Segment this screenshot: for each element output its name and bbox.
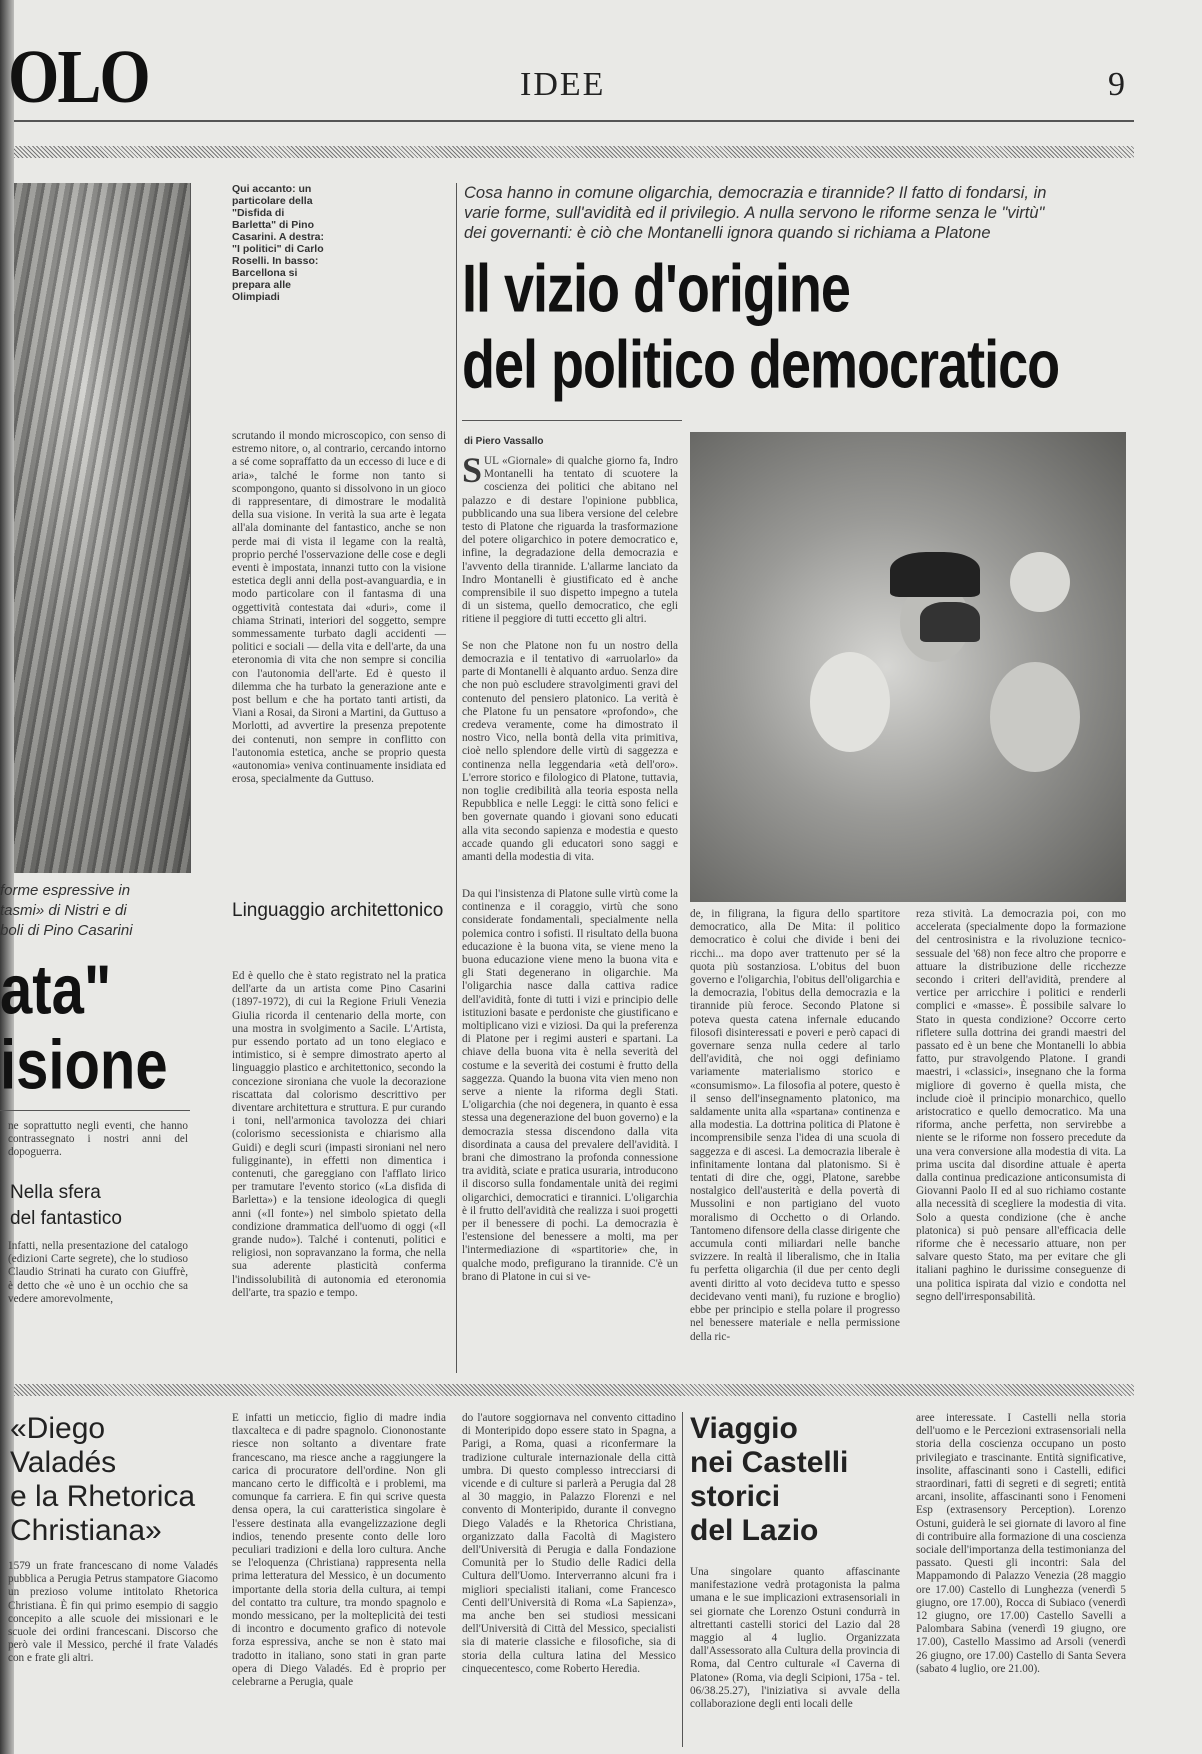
far-left-italic-2: tasmi» di Nistri e di	[0, 902, 127, 919]
byline: di Piero Vassallo	[464, 436, 544, 447]
bottom-left-text: 1579 un frate francescano di nome Valadés pubblica a Perugia Petrus stampatore Giacomo un prezioso volume intitolato Rhetorica Christiana. È fin qui primo esempio di saggio concepito a alle scuole dei missionari e le scuole dei ordini francescani. Discorso che però vale il Messico, perché il frate Valadés con e frate gli altri.	[8, 1560, 218, 1665]
dropcap: S	[462, 455, 483, 490]
main-article-col-1b-text: Se non che Platone non fu un nostro della democrazia e il tentativo di «arruolarlo» da parte di Montanelli è alquanto arduo. Senza dire che non può escludere stravolgimenti gravi del contenuto del pensiero platonico. La verità è che Platone fu un pensatore «profondo», che credeva veramente, come ha dimostrato il nostro Vico, nella bontà della vita primitiva, cioè nello splendore delle virtù di saggezza e continenza nella leggendaria «età dell'oro». L'errore storico e filologico di Platone, tuttavia, non toglie credibilità alla teoria esposta nella Repubblica e nelle Leggi: le città sono felici e ben governate quando i giovani sono educati alla vita secondo sapienza e modestia e questo accade quando gli educatori sono saggi e amanti della modestia di vita.	[462, 639, 678, 864]
page-number: 9	[1108, 66, 1125, 103]
bottom-right-col-2: aree interessate. I Castelli nella storia dell'uomo e le Percezioni extrasensoriali nella storia della coscienza occupano un posto privilegiato e trascinante. Entità significative, insolite, affascinanti sono i Castelli, edifici straordinari, fatti di segreti e di segreti; entità arcani, insolite, affascinanti sono i Fenomeni Esp (extrasensory Perception). Lorenzo Ostuni, guiderà le sei giornate di lavoro al fine di contribuire alla formazione di una coscienza sociale dell'importanza della testimonianza del passato. Questi gli incontri: Sala del Mappamondo di Palazzo Venezia (28 maggio ore 17.00) Castello di Lunghezza (venerdì 5 giugno, ore 17.00), Rocca di Subiaco (venerdì 12 giugno, ore 17.00) Castello Savelli a Palombara Sabina (venerdì 19 giugno, ore 17.00), Castello Massimo ad Arsoli (venerdì 26 giugno, ore 17.00) Castello di Santa Severa (sabato 4 luglio, ore 21.00).	[916, 1412, 1126, 1675]
bottom-right-col-1: Una singolare quanto affascinante manifestazione vedrà protagonista la palma umana e le sue implicazioni extrasensoriali in sei giornate che Lorenzo Ostuni condurrà in altrettanti castelli storici del Lazio dal 28 maggio al 4 luglio. Organizzata dall'Assessorato alla Cultura della provincia di Roma, dal Centro culturale «I Caverna di Platone» (Roma, via degli Scipioni, 175a - tel. 06/38.25.27), l'iniziativa si avvale della collaborazione degli enti locali delle	[690, 1566, 900, 1711]
main-article-col-1-text: UL «Giornale» di qualche giorno fa, Indro Montanelli ha tentato di scuotere la coscienza dei politici che abitano nel palazzo e di destare l'opinione pubblica, pubblicando una sua libera versione del celebre testo di Platone che riguarda la trasformazione del potere oligarchico in potere democratico e, infine, la degradazione della democrazia e l'avvento della tirannide. L'allarme lanciato da Indro Montanelli è giustificato ed è anche comprensibile il suo dispetto impegno a tutela di un sistema, quello democratico, che egli ritiene il peggiore di tutti eccetto gli altri.	[462, 455, 678, 626]
bottom-left-title-3: e la Rhetorica	[10, 1480, 196, 1513]
column-separator	[456, 183, 457, 1373]
far-left-headline-2: isione	[0, 1026, 168, 1105]
far-left-text-1: ne soprattutto negli eventi, che hanno contrassegnato i nostri anni del dopoguerra.	[8, 1120, 188, 1159]
far-left-headline-1: ata"	[0, 951, 112, 1030]
headline-line-2: del politico democratico	[462, 327, 1060, 403]
main-article-col-3: de, in filigrana, la figura dello spartitore democratico, alla De Mita: il politico democratico è colui che divide i beni dei ricchi... ma dopo aver trattenuto per sé la quota più sostanziosa. L'obitus del buon governo e l'oligarchia, l'obitus dell'oligarchia e la democrazia, l'obitus della democrazia e la tirannide più feroce. Secondo Platone si poteva questa catena infernale educando filosofi disinteressati e poveri e però capaci di governare senza nulla cedere al tarlo dell'avidità, che noi oggi definiamo variamente materialismo storico e «consumismo». La filosofia al potere, questo è il senso dell'insegnamento platonico, ma saldamente unita alla «spartana» continenza e alla modestia. La dottrina politica di Platone è incomprensibile senza l'idea di una scuola di saggezza e di ascesi. La democrazia liberale è infinitamente lontana dal platonismo. Si è tentati di dire che, oggi, Platone, sarebbe nostalgico dell'austerità e della povertà di Mussolini e non partigiano del vuoto moralismo di Occhetto o di Orlando. Tantomeno difensore della classe dirigente che accumula conti miliardari nelle banche svizzere. In realtà il liberalismo, che in Italia fu perfetta oligarchia (il due per cento degli aventi diritto al voto decideva tutto e spesso decidevano venti mani), fu ruzione e broglio) ebbe per principio e stella polare il progresso nel benessere materiale e nella permissione della ric-	[690, 908, 900, 1343]
bottom-mid-col-1: E infatti un meticcio, figlio di madre india tlaxcalteca e di padre spagnolo. Ciononostante riesce non soltanto a diventare frate francescano, ma riesce anche a raggiungere la carica di procuratore dell'ordine. Non gli mancano certo le difficoltà e i problemi, ma comunque fa carriera. E fin qui scrive questa densa opera, la cui caratteristica singolare è l'essere destinata alla evangelizzazione degli indios, tenendo presente conto delle loro peculiari tradizioni e della loro cultura. Anche se l'eloquenza (Christiana) rappresenta nella prima letteratura del Messico, è un documento importante della storia della cultura, ai tempi del contatto tra culture, tra mondo spagnolo e mondo messicano, per la molteplicità dei testi di incontro e documento grafico di notevole forza espressiva, anche se non è stato mai tradotto in italiano, sono stati in gran parte opera di Diego Valadés. Ed è proprio per celebrarne a Perugia, quale	[232, 1412, 446, 1689]
bottom-right-title-3: storici	[690, 1480, 781, 1513]
bottom-right-title-2: nei Castelli	[690, 1446, 849, 1479]
top-hatched-band	[14, 146, 1134, 158]
bottom-right-title-4: del Lazio	[690, 1514, 819, 1547]
left-article-text-2: Ed è quello che è stato registrato nel la pratica dell'arte da un artista come Pino Casarini (1897-1972), di cui la Regione Friuli Venezia Giulia ricorda il centenario della morte, con una mostra in svolgimento a Sacile. L'Artista, pur essendo portato ad un tono elegiaco e intimistico, si è sempre dimostrato aperto al linguaggio plastico e architettonico, secondo la concezione sironiana che vuole la decorazione riscattata dal colorismo descrittivo per diventare architettura e struttura. E pur curando i toni, nell'armonica tavolozza dei chiari (colorismo secessionista e chiarismo alla Guidi) e degli scuri (impasti sironiani nel nero fuligginante), in effetti non dimentica i contenuti, che gareggiano con l'afflato lirico per tramutare l'evento storico («La disfida di Barletta») e la tensione ideologica di quegli anni («Il fonte») nel simbolo spietato della condizione drammatica dell'uomo di oggi («Il grande nudo»). Talché i contenuti, politici e religiosi, non sopravanzano la forma, che nella sua aderente plasticità conferma l'indissolubilità di autonomia ed eteronomia dell'arte, tra spazio e tempo.	[232, 970, 446, 1299]
far-left-subhead-2: del fantastico	[10, 1208, 122, 1229]
article-kicker: Cosa hanno in comune oligarchia, democrazia e tirannide? Il fatto di fondarsi, in varie forme, sull'avidità ed il privilegio. A nulla servono le riforme senza le "virtù" dei governanti: è ciò che Montanelli ignora quando si richiama a Platone	[464, 184, 1047, 242]
far-left-italic-3: boli di Pino Casarini	[0, 922, 133, 939]
far-left-subhead-1: Nella sfera	[10, 1182, 101, 1203]
headline-line-1: Il vizio d'origine	[462, 251, 850, 327]
bottom-left-title-1: «Diego	[10, 1412, 106, 1445]
bottom-left-title-2: Valadés	[10, 1446, 117, 1479]
far-left-italic-1: forme espressive in	[0, 882, 131, 899]
bottom-column-separator	[682, 1412, 683, 1747]
painting-disfida-di-barletta	[14, 183, 190, 873]
far-left-rule	[0, 1110, 190, 1111]
main-article-col-1	[462, 455, 678, 885]
bottom-left-title-4: Christiana»	[10, 1514, 162, 1547]
bottom-mid-col-2: do l'autore soggiornava nel convento cittadino di Monteripido dopo essere stato in Spagna, a Parigi, a Roma, quasi a riconfermare la tradizione culturale internazionale della città umbra. Di questo complesso intrecciarsi di vicende e di culture si parlerà a Perugia dal 28 al 30 maggio, in Palazzo Florenzi e nel convento di Monteripido, durante il convegno Diego Valadés e la Rhetorica Christiana, organizzato dalla Facoltà di Magistero dell'Università di Perugia e dalla Fondazione Comunità per lo Studio delle Radici della Cultura dell'Uomo. Interverranno alcuni fra i migliori specialisti italiani, come Francesco Centi dell'Università di Roma «La Sapienza», ma anche ben sei studiosi messicani dell'Università di Città del Messico, specialisti sia di materie classiche e filosofiche, sia di storia della cultura latina del Messico cinquecentesco, come Roberto Heredia.	[462, 1412, 676, 1675]
bottom-hatched-band	[14, 1384, 1134, 1396]
bottom-right-title-1: Viaggio	[690, 1412, 798, 1445]
byline-rule	[462, 420, 682, 421]
photo-divider	[190, 183, 191, 873]
photo-caption: Qui accanto: un particolare della "Disfida di Barletta" di Pino Casarini. A destra: "I politici" di Carlo Roselli. In basso: Barcellona si prepara alle Olimpiadi	[232, 183, 325, 303]
left-article-subhead: Linguaggio architettonico	[232, 900, 444, 921]
main-article-col-4: reza stività. La democrazia poi, con mo accelerata (specialmente dopo la formazione del centrosinistra e la rivoluzione tecnico-sessuale del '68) non fece altro che proporre e attuare la distribuzione delle ricchezze secondo i criteri dell'avidità, prendere al vertice per arricchire i politici e renderli complici e «masse». È possibile salvare lo Stato in questa condizione? Occorre certo rifletere sulla dottrina dei grandi maestri del passato ed è un bene che Montanelli lo abbia fatto, pur stravolgendo Platone. I grandi maestri, i «classici», insegnano che la forma migliore di governo è quella mista, che include cioè il principio monarchico, quello aristocratico e quello democratico. Ma una riforma, anche perfetta, non servirebbe a niente se le riforme non fossero precedute da una vera conversione alla modestia di vita. La prima uscita dal disordine attuale è aperta dalla continua predicazione anticonsumista di Giovanni Paolo II ed al suo richiamo costante alla necessità di scegliere la modestia di vita. Solo a questa condizione (che è anche platonica) si può pensare all'efficacia delle riforme che è necessario attuare, non per salvare questo Stato, ma per evitare che gli italiani paghino le durissime conseguenze di una politica ispirata dal vizio e condotta nel segno dell'irresponsabilità.	[916, 908, 1126, 1303]
painting-i-politici	[690, 432, 1126, 902]
masthead-rule	[14, 120, 1134, 122]
main-article-col-2: Da qui l'insistenza di Platone sulle virtù come la continenza e il coraggio, virtù che sono considerate fondamentali, specialmente nella polemica contro i sofisti. Il risultato della buona educazione è la buona vita, se viene meno la buona educazione viene meno la buona vita e gli Stati degenerano in oligarchie. Ma l'oligarchia nasce dalla cattiva radice dell'avidità, fonte di tutti i vizi e principio delle istituzioni basate e perdoniste che giustificano e moltiplicano vizi e viziosi. Da qui la preferenza di Platone per i regimi austeri e spartani. La chiave della buona vita è nella severità del costume e la severità dei costumi è frutto della saggezza. Quando la buona vita vien meno non serve a niente la riforma degli Stati. L'oligarchia (che noi degenera, in quanto è essa stessa una degenerazione del buon governo) e la democrazia stessa discendono dalla vita disordinata a causa del prevalere dell'avidità. I brani che dimostrano la profonda connessione tra avidità, sciate e pratica usuraria, introducono il discorso sulla fondamentale unità dei regimi oligarchici, democratici e tirannici. L'oligarchia è il frutto dell'avidità che realizza i suoi progetti per il benessere di pochi. La democrazia è l'estensione del benessere a molti, ma per l'intermediazione di «spartitorie» che, in qualche modo, prefigurano la tirannide. C'è un brano di Platone in cui si ve-	[462, 888, 678, 1283]
section-title: IDEE	[520, 66, 606, 103]
far-left-text-2: Infatti, nella presentazione del catalogo (edizioni Carte segrete), che lo studioso Claudio Strinati ha curato con Giuffrè, è detto che «è uno è un occhio che sa vedere amorevolmente,	[8, 1240, 188, 1305]
left-article-text: scrutando il mondo microscopico, con senso di estremo nitore, o, al contrario, cercando intorno a sé come sopraffatto da un eccesso di luce e di aria», talché le forme non tanto si scompongono, quanto si dissolvono in un gioco di rappresentare, di dimostrare le modalità della sua visione. In verità la sua arte è legata all'ala dominante del fantastico, anche se non perde mai di vista il legame con la realtà, proprio perché l'osservazione delle cose e degli eventi è impostata, innanzi tutto con la visione estetica degli anni della post-avanguardia, e in modo particolare con il fantasma di una oggettività contestata dai «duri», come il chiama Strinati, interiori del soggetto, sempre sommessamente turbato dagli accidenti — politici e sociali — della vita e dell'arte, da una eteronomia di vita che non sempre si concilia con l'autonomia dell'arte. Ed è questo il dilemma che ha turbato la generazione ante e post bellum e che ha portato tanti artisti, da Viani a Rosai, da Sironi a Martini, da Guttuso a Morlotti, ad avvertire la presenza prepotente dei contenuti, non sempre in conflitto con l'autonomia estetica, anche se proprio questa «autonomia» veniva continuamente insidiata ed erosa, specialmente da Guttuso.	[232, 430, 446, 786]
newspaper-logo: OLO	[8, 35, 149, 120]
